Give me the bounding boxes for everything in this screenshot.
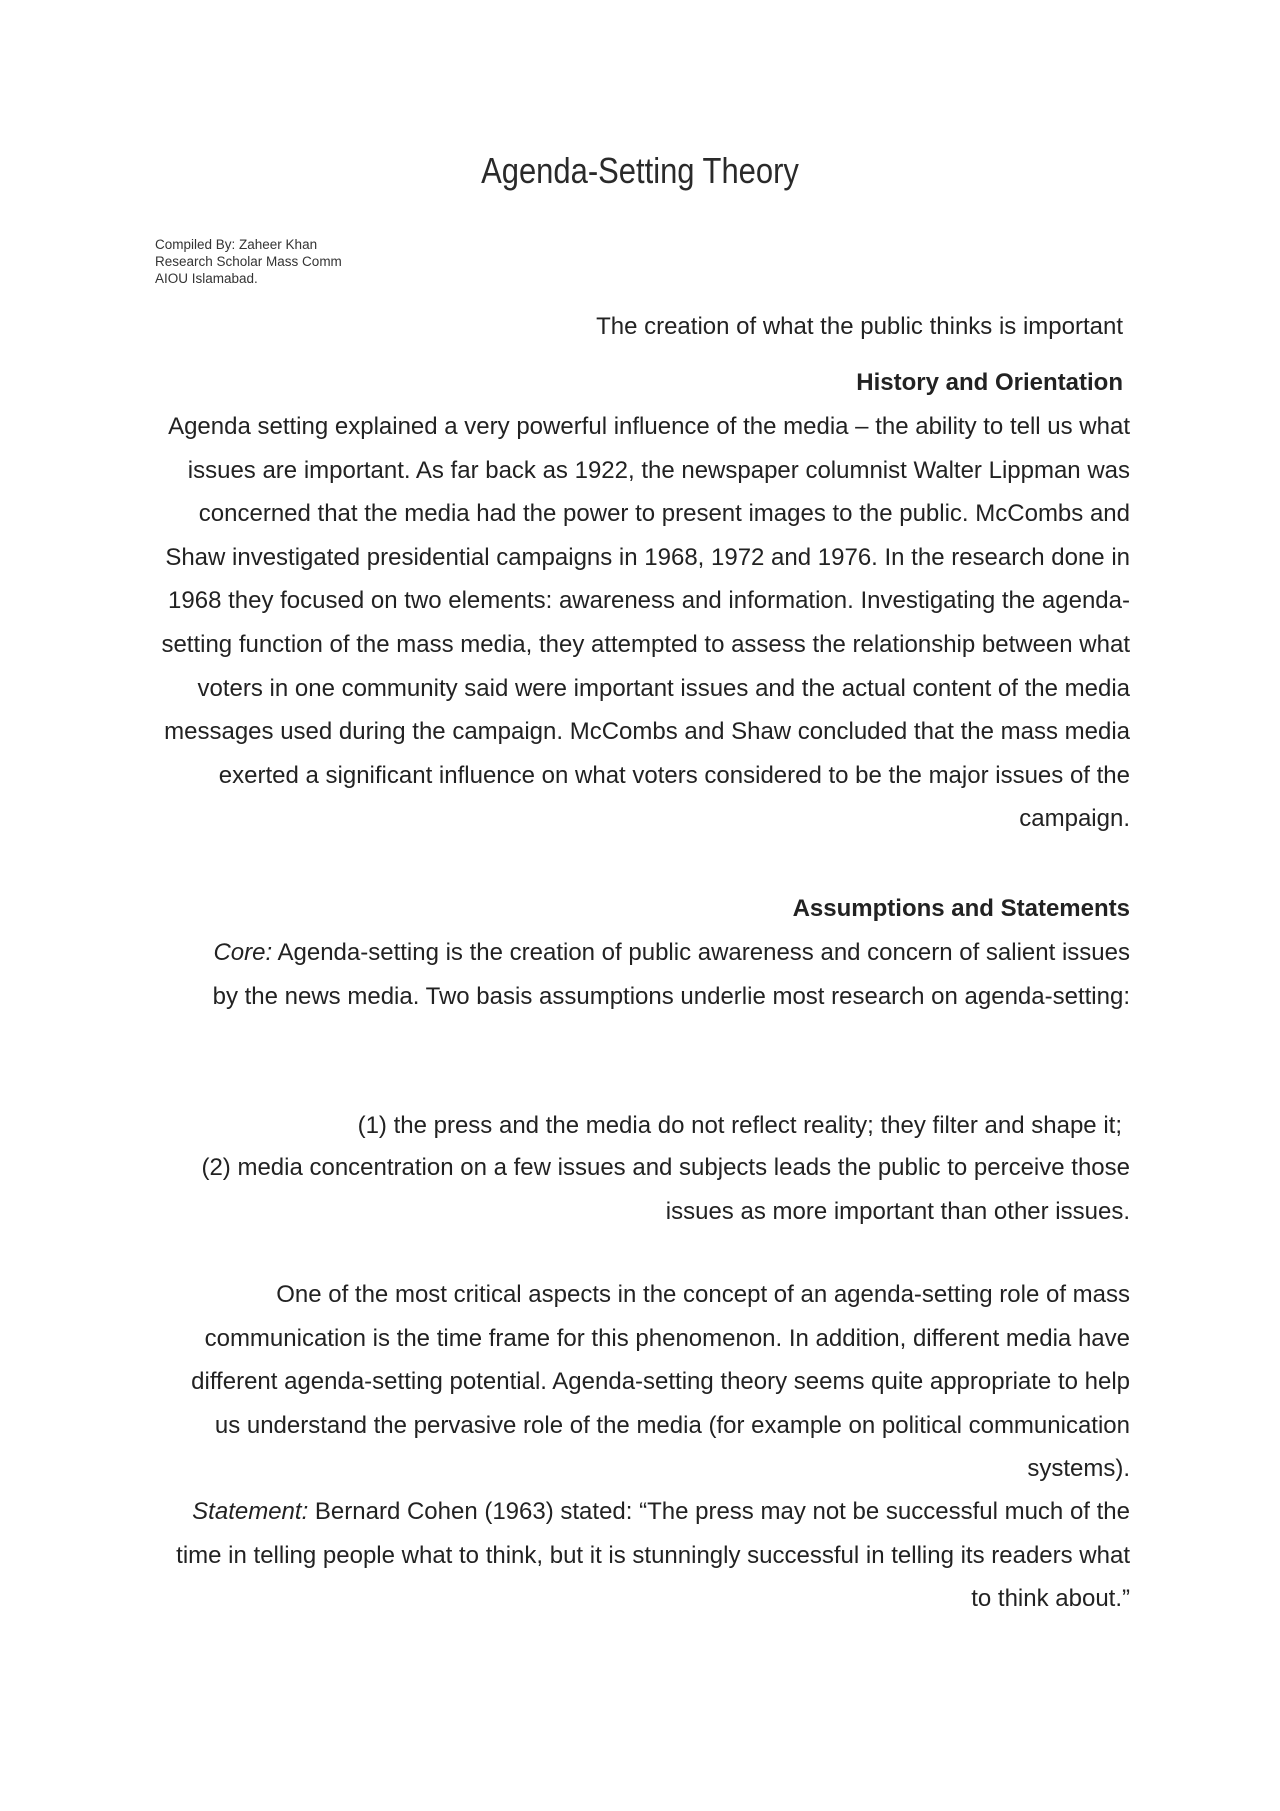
assumptions-heading: Assumptions and Statements xyxy=(792,895,1130,922)
core-body: Agenda-setting is the creation of public awareness and concern of salient issues by the news media. Two basis assumptions underlie most research on agenda-setting: xyxy=(212,939,1130,1010)
statement-paragraph xyxy=(155,1490,1130,1621)
critical-paragraph: One of the most critical aspects in the concept of an agenda-setting role of mass communication is the time frame for this phenomenon. In addition, different media have different agenda-setting potential. Agenda-setting theory seems quite appropriate to help us understand the pervasive role of the media (for example on political communication systems). xyxy=(191,1281,1130,1483)
compiled-by-line: Compiled By: Zaheer Khan xyxy=(155,237,318,252)
statement-body: Bernard Cohen (1963) stated: “The press may not be successful much of the time in telling people what to think, but it is stunningly successful in telling its readers what to think about.” xyxy=(176,1498,1130,1613)
history-heading: History and Orientation xyxy=(856,369,1123,396)
document-subtitle: The creation of what the public thinks is important xyxy=(596,313,1123,340)
history-paragraph: Agenda setting explained a very powerful influence of the media – the ability to tell us what issues are important. As far back as 1922, the newspaper columnist Walter Lippman was concerned that the media had the power to present images to the public. McCombs and Shaw investigated presidential campaigns in 1968, 1972 and 1976. In the research done in 1968 they focused on two elements: awareness and information. Investigating the agenda-setting function of the mass media, they attempted to assess the relationship between what voters in one community said were important issues and the actual content of the media messages used during the campaign. McCombs and Shaw concluded that the mass media exerted a significant influence on what voters considered to be the major issues of the campaign. xyxy=(161,413,1130,833)
compiled-by-line: AIOU Islamabad. xyxy=(155,271,258,286)
compiled-by-line: Research Scholar Mass Comm xyxy=(155,254,342,269)
core-label: Core: xyxy=(213,939,273,966)
core-paragraph xyxy=(210,931,1130,1018)
assumption-point-2: (2) media concentration on a few issues and subjects leads the public to perceive those issues as more important than other issues. xyxy=(201,1154,1130,1225)
assumption-point-1: (1) the press and the media do not reflect reality; they filter and shape it; xyxy=(357,1112,1122,1139)
document-title: Agenda-Setting Theory xyxy=(481,150,799,191)
compiled-by-block xyxy=(155,236,342,287)
statement-label: Statement: xyxy=(192,1498,309,1525)
